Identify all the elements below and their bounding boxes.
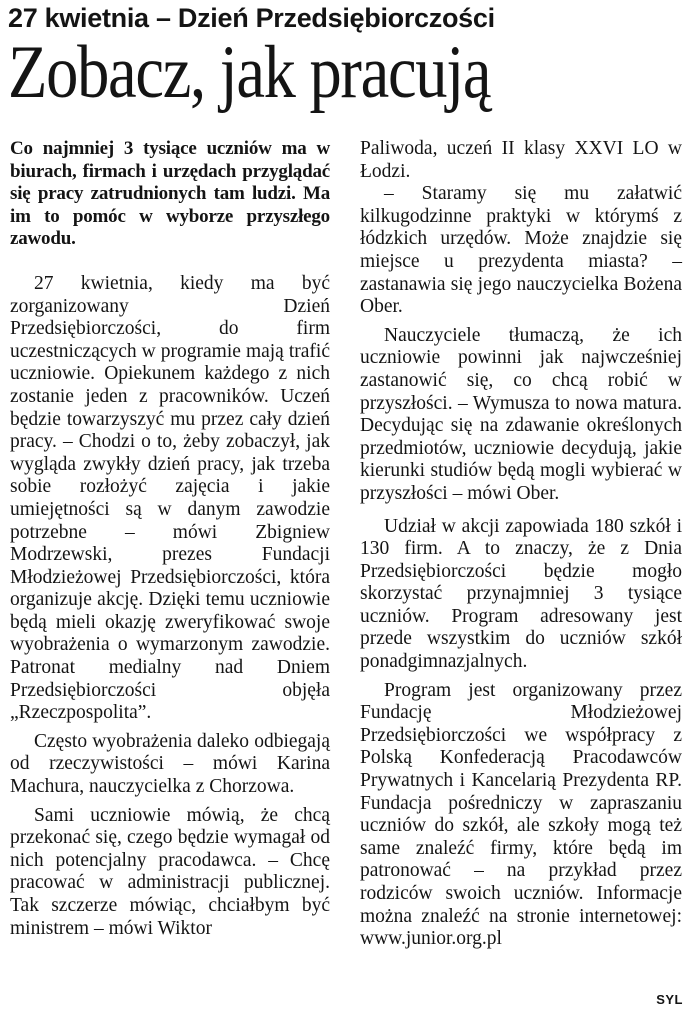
body-paragraph: Program jest organizowany przez Fundację Młodzieżowej Przedsiębiorczości we współpracy z Polską Konfederacją Pracodawców Prywatnych i Kancelarią Prezydenta RP. Fundacja pośredniczy w zapraszaniu uczniów do szkół, ale szkoły mogą też same znaleźć firmy, które będą im patronować – na przykład przez rodziców swoich uczniów. Informacje można znaleźć na stronie internetowej: www.junior.org.pl (360, 679, 682, 950)
author-signature: SYL (656, 992, 683, 1007)
body-paragraph: Często wyobrażenia daleko odbiegają od rzeczywistości – mówi Karina Machura, nauczycielka z Chorzowa. (10, 730, 330, 798)
article-column-left (10, 138, 330, 940)
body-paragraph: – Staramy się mu załatwić kilkugodzinne praktyki w którymś z łódzkich urzędów. Może znajdzie się miejsce u prezydenta miasta? – zastanawia się jego nauczycielka Bożena Ober. (360, 183, 682, 318)
article-kicker: 27 kwietnia – Dzień Przedsiębiorczości (8, 3, 495, 33)
article-headline: Zobacz, jak pracują (8, 31, 491, 114)
body-paragraph: Paliwoda, uczeń II klasy XXVI LO w Łodzi. (360, 138, 682, 182)
body-paragraph: Nauczyciele tłumaczą, że ich uczniowie powinni jak najwcześniej zastanowić się, co chcą robić w przyszłości. – Wymusza to nowa matura. Decydując się na zdawanie określonych przedmiotów, uczniowie decydują, jakie kierunki studiów będą mogli wybierać w przyszłości – mówi Ober. (360, 324, 682, 504)
body-paragraph: Sami uczniowie mówią, że chcą przekonać się, czego będzie wymagał od nich potencjalny pracodawca. – Chcę pracować w administracji publicznej. Tak szczerze mówiąc, chciałbym być ministrem – mówi Wiktor (10, 804, 330, 939)
article-lead: Co najmniej 3 tysiące uczniów ma w biurach, firmach i urzędach przyglądać się pracy zatrudnionych tam ludzi. Ma im to pomóc w wyborze przyszłego zawodu. (10, 138, 330, 250)
article-column-right (360, 138, 682, 951)
body-paragraph: Udział w akcji zapowiada 180 szkół i 130 firm. A to znaczy, że z Dnia Przedsiębiorczości będzie mogło skorzystać przynajmniej 3 tysiące uczniów. Program adresowany jest przede wszystkim do uczniów szkół ponadgimnazjalnych. (360, 515, 682, 673)
body-paragraph: 27 kwietnia, kiedy ma być zorganizowany Dzień Przedsiębiorczości, do firm uczestniczących w programie mają trafić uczniowie. Opiekunem każdego z nich zostanie jeden z pracowników. Uczeń będzie towarzyszyć mu przez cały dzień pracy. – Chodzi o to, żeby zobaczył, jak wygląda zwykły dzień pracy, jak trzeba sobie rozłożyć zajęcia i jakie umiejętności są w danym zawodzie potrzebne – mówi Zbigniew Modrzewski, prezes Fundacji Młodzieżowej Przedsiębiorczości, która organizuje akcję. Dzięki temu uczniowie będą mieli okazję zweryfikować swoje wyobrażenia o wymarzonym zawodzie. Patronat medialny nad Dniem Przedsiębiorczości objęła „Rzeczpospolita”. (10, 272, 330, 724)
